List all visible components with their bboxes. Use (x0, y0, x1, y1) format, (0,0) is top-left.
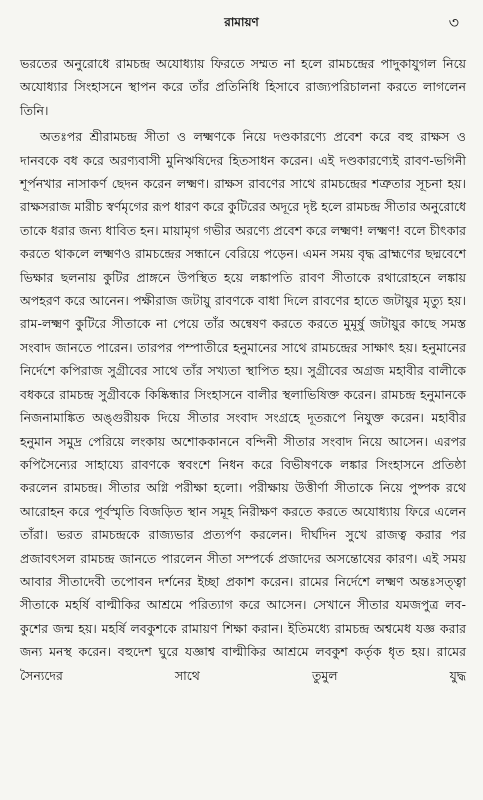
paragraph: অতঃপর শ্রীরামচন্দ্র সীতা ও লক্ষ্মণকে নিয়ে দণ্ডকারণ্যে প্রবেশ করে বহু রাক্ষস ও দানবকে বধ করে অরণ্যবাসী মুনিঋষিদের হিতসাধন করেন। এই দণ্ডকারণ্যেই রাবণ-ভগিনী শূর্পনখার নাসাকর্ণ ছেদন করেন লক্ষ্মণ। রাক্ষস রাবণের সাথে রামচন্দ্রের শত্রুতার সূচনা হয়। রাক্ষসরাজ মারীচ স্বর্ণমৃগের রূপ ধারণ করে কুটিরের অদূরে দৃষ্ট হলে রামচন্দ্র সীতার অনুরোধে তাকে ধরার জন্য ধাবিত হন। মায়ামৃগ গভীর অরণ্যে প্রবেশ করে লক্ষ্মণ! লক্ষ্মণ! বলে চীৎকার করতে থাকলে লক্ষ্মণও রামচন্দ্রের সন্ধানে বেরিয়ে পড়েন। এমন সময় বৃদ্ধ ব্রাহ্মণের ছদ্মবেশে ভিক্ষার ছলনায় কুটির প্রাঙ্গনে উপস্থিত হয়ে লঙ্কাপতি রাবণ সীতাকে রথারোহনে লঙ্কায় অপহরণ করে আনেন। পক্ষীরাজ জটায়ু রাবণকে বাধা দিলে রাবণের হাতে জটায়ুর মৃত্যু হয়। রাম-লক্ষ্মণ কুটিরে সীতাকে না পেয়ে তাঁর অন্বেষণ করতে করতে মুমূর্ষু জটায়ুর কাছে সমস্ত সংবাদ জানতে পারেন। তারপর পম্পাতীরে হনুমানের সাথে রামচন্দ্রের সাক্ষাৎ হয়। হনুমানের নির্দেশে কপিরাজ সুগ্রীবের সাথে তাঁর সখ্যতা স্থাপিত হয়। সুগ্রীবের অগ্রজ মহাবীর বালীকে বধকরে রামচন্দ্র সুগ্রীবকে কিষ্কিন্ধার সিংহাসনে বালীর স্থলাভিষিক্ত করেন। রামচন্দ্র হনুমানকে নিজনামাঙ্কিত অঙ্গুরীয়ক দিয়ে সীতার সংবাদ সংগ্রহে দূতরূপে নিযুক্ত করেন। মহাবীর হনুমান সমুদ্র পেরিয়ে লংকায় অশোককাননে বন্দিনী সীতার সংবাদ নিয়ে আসেন। এরপর কপিসৈন্যের সাহায্যে রাবণকে স্ববংশে নিধন করে বিভীষণকে লঙ্কার সিংহাসনে প্রতিষ্ঠা করলেন রামচন্দ্র। সীতার অগ্নি পরীক্ষা হলো। পরীক্ষায় উত্তীর্ণা সীতাকে নিয়ে পুষ্পক রথে আরোহন করে পূর্বস্মৃতি বিজড়িত স্থান সমূহ নিরীক্ষণ করতে করতে অযোধ্যায় ফিরে এলেন তাঁরা। ভরত রামচন্দ্রকে রাজ্যভার প্রত্যর্পণ করলেন। দীর্ঘদিন সুখে রাজত্ব করার পর প্রজাবৎসল রামচন্দ্র জানতে পারলেন সীতা সম্পর্কে প্রজাদের অসন্তোষের কারণ। এই সময় আবার সীতাদেবী তপোবন দর্শনের ইচ্ছা প্রকাশ করেন। রামের নির্দেশে লক্ষ্মণ অন্তঃসত্ত্বা সীতাকে মহর্ষি বাল্মীকির আশ্রমে পরিত্যাগ করে আসেন। সেখানে সীতার যমজপুত্র লব-কুশের জন্ম হয়। মহর্ষি লবকুশকে রামায়ণ শিক্ষা করান। ইতিমধ্যে রামচন্দ্র অশ্বমেধ যজ্ঞ করার জন্য মনস্থ করেন। বহুদেশ ঘুরে যজ্ঞাশ্ব বাল্মীকির আশ্রমে লবকুশ কর্তৃক ধৃত হয়। রামের সৈন্যদের সাথে তুমুল যুদ্ধ (20, 129, 466, 683)
page-number: ৩ (448, 13, 459, 32)
running-header (0, 10, 483, 40)
body-text (20, 52, 466, 687)
running-title: রামায়ণ (224, 15, 259, 29)
paragraph: ভরতের অনুরোধে রামচন্দ্র অযোধ্যায় ফিরতে সম্মত না হলে রামচন্দ্রের পাদুকাযুগল নিয়ে অযোধ্যার সিংহাসনে স্থাপন করে তাঁর প্রতিনিধি হিসাবে রাজ্যপরিচালনা করতে লাগলেন তিনি। (20, 56, 466, 118)
